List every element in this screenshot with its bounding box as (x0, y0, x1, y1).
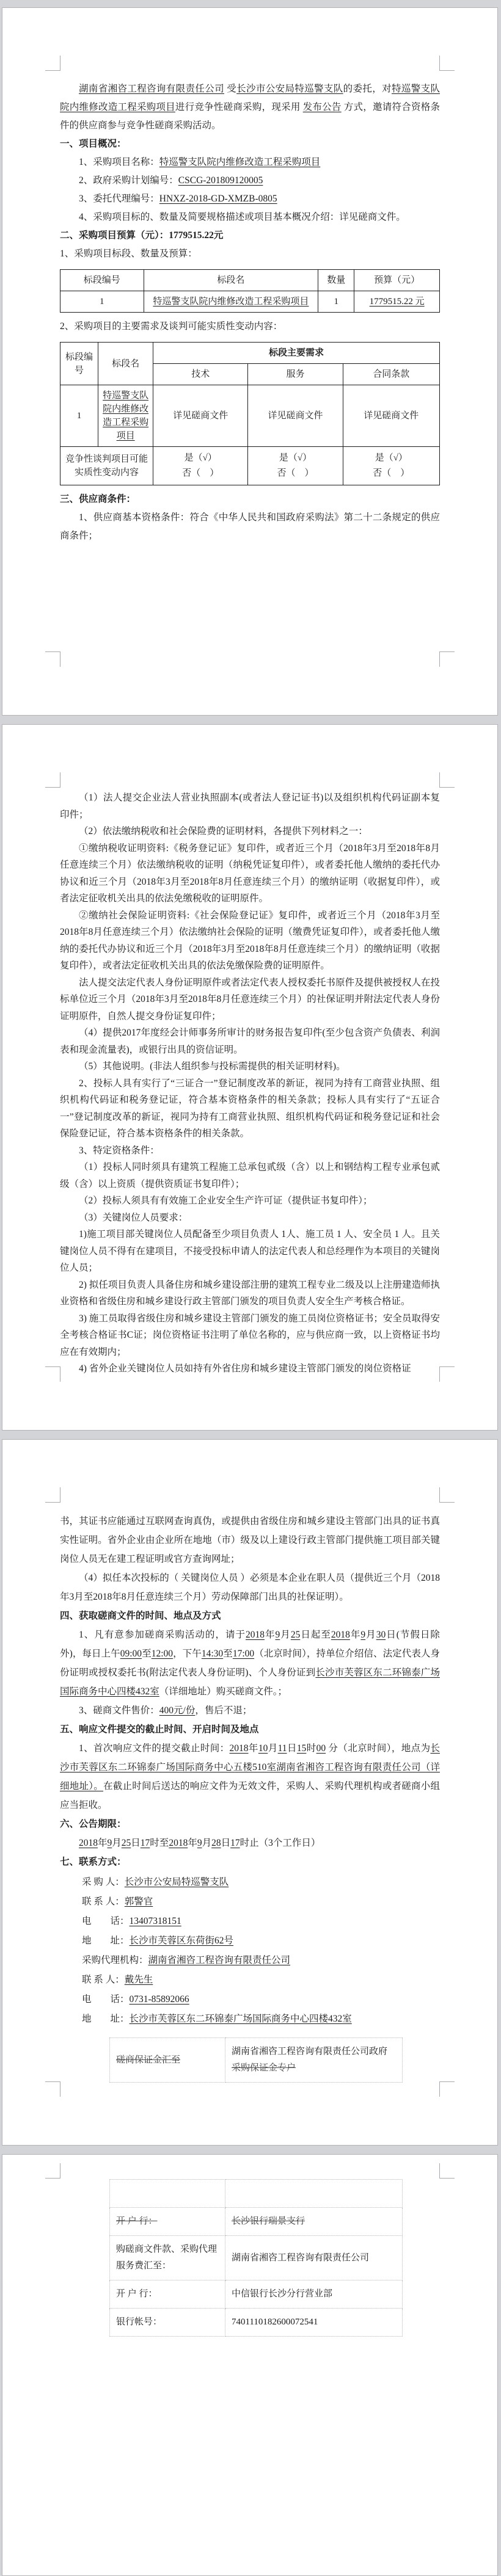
table-row (60, 291, 440, 313)
underlined-text: 长沙市芙蓉区东二环锦泰广场国际商务中心五楼510室湖南省湘咨工程咨询有限责任公司（详细地址）。 (60, 1743, 440, 1791)
paragraph (60, 1360, 440, 1377)
text: 年 (349, 1630, 361, 1640)
margin-mark-icon (439, 2163, 455, 2179)
paragraph (60, 317, 440, 336)
text: 日 (131, 1838, 141, 1848)
text: 时至 (150, 1838, 169, 1848)
bank-value-cell (225, 2280, 403, 2309)
underlined-text: 2018 (169, 1838, 188, 1848)
text: ①缴纳税收证明资料:《税务登记证》复印件，或者近三个月（2018年3月至2018年8月任意连续三个月）依法缴纳税收的证明（纳税凭证复印件），或者委托他人缴纳的委托代办协议和近三个月（2018年3月至2018年8月任意连续三个月）的缴纳证明（收据复印件），或者法定征收机关出具的依法免缴税收的证明原件。 (60, 843, 440, 904)
underlined-text: 28 (211, 1838, 221, 1848)
underlined-text: 2018 (246, 1630, 265, 1640)
underlined-text: 湖南省湘咨工程咨询有限责任公司 (148, 1955, 291, 1965)
text: 湖南省湘咨工程咨询有限责任公司政府 (232, 2047, 388, 2056)
bank-label-cell (110, 2309, 225, 2337)
underlined-text: 09:00 (120, 1649, 142, 1659)
bank-row (110, 2038, 403, 2083)
section-heading (60, 490, 440, 509)
underlined-text: 30 (376, 1630, 386, 1640)
text: 预算（元） (374, 275, 420, 285)
text: 一、项目概况： (60, 139, 126, 149)
text: 2) 拟任项目负责人具备住房和城乡建设部注册的建筑工程专业二级及以上注册建造师执业资格和省级住房和城乡建设行政主管部门颁发的项目负责人安全生产考核合格证。 (60, 1279, 440, 1307)
text: 3、特定资格条件： (79, 1145, 159, 1156)
underlined-text: 特巡警支队院内维修改造工程采购项目 (159, 157, 321, 167)
variation-option (156, 451, 245, 466)
text: 年 (248, 1743, 258, 1754)
bank-value-line (232, 2314, 396, 2331)
bank-row (110, 2309, 403, 2337)
text: 1)施工项目部关键岗位人员配备至少项目负责人 1人、施工员 1 人、安全员 1 人。且关键岗位人员不得有在建项目，不接受投标申请人的法定代表人和总经理作为本项目的关键岗位人员； (60, 1229, 440, 1273)
column-header (144, 270, 318, 291)
text: 标段名 (217, 275, 245, 285)
text: 3) 施工员取得省级住房和城乡建设主管部门颁发的施工员岗位资格证书；安全员取得安全考核合格证书C证；岗位资格证书注明了单位名称的，应与供应商一致，以上资格证书均应在有效期内； (60, 1313, 440, 1357)
variation-option-cell (153, 447, 248, 485)
text: 分（北京时间），地点为 (326, 1743, 431, 1754)
underlined-text: 郭警官 (124, 1896, 153, 1907)
bank-value-line (232, 2185, 396, 2202)
underlined-text: 湖南省湘咨工程咨询有限责任公司 (79, 84, 224, 94)
bank-info-table (109, 2037, 403, 2083)
underlined-text: 长沙市公安局特巡警支队 (124, 1877, 229, 1887)
contact-row (60, 1990, 440, 2009)
bank-value-line (232, 2213, 396, 2230)
text: 磋商保证金汇至 (116, 2055, 181, 2065)
text: 采购代理机构： (82, 1955, 148, 1965)
margin-mark-icon (45, 651, 60, 667)
text: 电 话： (82, 1916, 130, 1926)
text: 1 (100, 297, 104, 307)
contact-row (60, 1970, 440, 1990)
paragraph (60, 153, 440, 172)
paragraph (60, 907, 440, 974)
text: 1、首次响应文件的提交截止时间： (79, 1743, 230, 1754)
underlined-text: 12:00 (151, 1649, 174, 1659)
bank-row (110, 2280, 403, 2309)
text: 1、采购项目名称： (79, 157, 159, 167)
text: 日(节假日除外)，每日上午 (60, 1630, 440, 1659)
contact-row (60, 1931, 440, 1951)
text: （2）依法缴纳税收和社会保险费的证明材料，各提供下列材料之一： (79, 826, 368, 836)
text: 的委托，对 (343, 84, 392, 94)
text: 采 购 人： (82, 1877, 125, 1887)
text: 服务 (286, 369, 305, 379)
underlined-text: 17:00 (232, 1649, 255, 1659)
underlined-text: 9 (197, 1838, 202, 1848)
underlined-text: 1779515.22 元 (369, 297, 425, 307)
text: 2、投标人具有实行了“三证合一”登记制度改革的新证，视同为持有工商营业执照、组织机构代码证和税务登记证，符合基本资格条件的相关条款；投标人具有实行了“五证合一”登记制度改革的新证，视同为持有工商营业执照、组织机构代码证和税务登记证和社会保险登记证，符合基本资格条件的相关条款。 (60, 1078, 440, 1139)
paragraph (60, 1192, 440, 1210)
bank-value-line (232, 2286, 396, 2302)
underlined-text: 特巡警支队院内维修改造工程采购项目 (103, 391, 149, 441)
underlined-text: 25 (121, 1838, 131, 1848)
lot-name-cell (98, 385, 153, 447)
margin-mark-icon (45, 1366, 60, 1382)
column-subheader (343, 364, 439, 385)
text: 六、公告期限： (60, 1819, 126, 1829)
paragraph (60, 1025, 440, 1058)
bank-value-cell (225, 2208, 403, 2236)
margin-mark-icon (45, 1487, 60, 1503)
text: 1、凡有意参加磋商采购活动的，请于 (79, 1630, 246, 1640)
text: 受 (224, 84, 237, 94)
text: 日起至 (300, 1630, 331, 1640)
text: 否（ ） (373, 468, 410, 478)
text: 详见磋商文件 (173, 411, 229, 421)
underlined-text: 长沙市公安局特巡警支队 (236, 84, 343, 94)
text: 月 (268, 1743, 278, 1754)
contacts-block (60, 1873, 440, 2029)
bank-label-cell (110, 2236, 225, 2280)
paragraph (60, 1058, 440, 1075)
needs-table (60, 342, 440, 485)
lot-table (60, 269, 440, 313)
text: 中信银行长沙分行营业部 (232, 2289, 333, 2299)
text: 湖南省湘咨工程咨询有限责任公司 (232, 2252, 370, 2263)
text: （4）拟任本次投标的（ 关键岗位人员 ）必须是本企业在职人员（提供近三个月（2018年3月至2018年8月任意连续三个月）劳动保障部门出具的社保证明）。 (60, 1573, 440, 1602)
text: 1 (76, 411, 82, 421)
bank-value-line (232, 2044, 396, 2060)
paragraph (60, 1512, 440, 1569)
text: ②缴纳社会保险证明资料:《社会保险登记证》复印件，或者近三个月（2018年3月至2018年8月任意连续三个月）依法缴纳社会保险的证明（缴费凭证复印件），或者委托他人缴纳的委托代办协议和近三个月（2018年3月至2018年8月任意连续三个月）的缴纳证明（收据复印件），或者法定征收机关出具的依法免缴保险费的证明原件。 (60, 910, 440, 971)
text: 否（ ） (277, 468, 314, 478)
variation-label-cell (60, 447, 153, 485)
text: 银行帐号： (116, 2317, 163, 2327)
text: （3）关键岗位人员要求： (79, 1212, 188, 1223)
paragraph (60, 172, 440, 190)
text: 数量 (327, 275, 346, 285)
paragraph (60, 1834, 440, 1852)
table-cell (60, 291, 144, 313)
text: 合同条款 (373, 369, 410, 379)
underlined-text: 2018 (229, 1743, 249, 1754)
text: 2、采购项目的主要需求及谈判可能实质性变动内容： (60, 321, 283, 332)
contact-row (60, 1892, 440, 1912)
margin-mark-icon (439, 56, 455, 71)
margin-mark-icon (45, 772, 60, 788)
text: 标段编号 (83, 275, 120, 285)
underlined-text: HNXZ-2018-GD-XMZB-0805 (159, 194, 277, 204)
text: 7401110182600072541 (232, 2317, 318, 2327)
column-subheader (153, 364, 248, 385)
lot-number-cell (60, 385, 98, 447)
text: 三、供应商条件： (60, 494, 136, 504)
margin-mark-icon (439, 651, 455, 667)
text: 时 (306, 1743, 316, 1754)
table-cell (144, 291, 318, 313)
page-1 (2, 7, 498, 716)
paragraph (60, 1625, 440, 1701)
contact-row (60, 1951, 440, 1970)
text: 电 话： (82, 1994, 130, 2005)
text: 技术 (191, 369, 210, 379)
text: 年 (188, 1838, 197, 1848)
text: 是（√） (184, 453, 217, 463)
margin-mark-icon (439, 1366, 455, 1382)
bank-value-cell (225, 2236, 403, 2280)
table-cell (354, 291, 440, 313)
bank-value-cell (225, 2180, 403, 2208)
section-heading (60, 1606, 440, 1625)
underlined-text: 9 (107, 1838, 112, 1848)
section-heading (60, 1852, 440, 1871)
variation-option (346, 451, 437, 466)
underlined-text: 2018 (79, 1838, 98, 1848)
text: 至 (142, 1649, 152, 1659)
text: 时止（3个工作日） (240, 1838, 321, 1848)
margin-mark-icon (45, 2163, 60, 2179)
text: 购磋商文件款、采购代理服务费汇至： (116, 2244, 218, 2271)
variation-option-cell (248, 447, 343, 485)
paragraph (60, 1142, 440, 1159)
text: 年 (265, 1630, 276, 1640)
bank-value-cell (225, 2309, 403, 2337)
underlined-text: 00 (316, 1743, 326, 1754)
column-header (318, 270, 354, 291)
text: 是（√） (375, 453, 408, 463)
text: 3、委托代理编号： (79, 194, 159, 204)
variation-option (346, 466, 437, 481)
bank-row (110, 2180, 403, 2208)
text: 是（√） (279, 453, 312, 463)
text: 在截止时间后送达的响应文件为无效文件，采购人、采购代理机构或者磋商小组应当拒收。 (60, 1781, 440, 1810)
text: 月 (112, 1838, 122, 1848)
table-cell (343, 385, 439, 447)
page-3-content (60, 1512, 440, 2083)
text (232, 2188, 234, 2198)
page-4-content (109, 2179, 403, 2337)
text: （2）投标人须具有有效施工企业安全生产许可证（提供证书复印件）； (79, 1195, 373, 1206)
text: （北京时间），持单位介绍信、法定代表人身份证明或授权委托书(附法定代表人身份证明)、个人身份证到 (60, 1649, 440, 1678)
text: 标段编号 (65, 352, 93, 376)
text: （4）提供2017年度经会计师事务所审计的财务报告复印件(至少包含资产负债表、利润表和现金流量表)，或银行出具的资信证明。 (60, 1028, 440, 1055)
margin-mark-icon (45, 56, 60, 71)
underlined-text: 14:30 (201, 1649, 224, 1659)
underlined-text: 10 (258, 1743, 268, 1754)
text: 书，其证书应能通过互联网查询真伪，或提供由省级住房和城乡建设主管部门出具的证书真实性证明。省外企业由企业所在地地（市）级及以上建设行政主管部门提供施工项目部关键岗位人员无在建工程证明或官方查询网址； (60, 1516, 440, 1564)
table-cell (248, 385, 343, 447)
text: 联 系 人： (82, 1975, 125, 1985)
paragraph (60, 1739, 440, 1815)
section-heading (60, 135, 440, 153)
text: 二、采购项目预算（元）：1779515.22元 (60, 230, 224, 241)
paragraph (60, 509, 440, 545)
text: 开 户 行： (116, 2216, 158, 2226)
underlined-text: 11 (277, 1743, 287, 1754)
underlined-text: 17 (140, 1838, 150, 1848)
column-header (153, 343, 440, 364)
margin-mark-icon (45, 2081, 60, 2097)
underlined-text: 0731-85892066 (129, 1994, 189, 2005)
text: 详见磋商文件 (268, 411, 323, 421)
section-heading (60, 1815, 440, 1834)
bank-info-table (109, 2179, 403, 2337)
text: 进行竞争性磋商采购，现采用 (175, 102, 303, 112)
underlined-text: 9 (275, 1630, 280, 1640)
paragraph (60, 1075, 440, 1142)
text: 1 (334, 297, 338, 307)
text: 采购保证金专户 (232, 2063, 296, 2073)
underlined-text: 9 (360, 1630, 366, 1640)
bank-value-cell (225, 2038, 403, 2083)
bank-label-cell (110, 2280, 225, 2309)
page-2-content (60, 789, 440, 1377)
contact-row (60, 1912, 440, 1931)
page-2 (2, 724, 498, 1431)
text: （1）法人提交企业法人营业执照副本(或者法人登记证书)以及组织机构代码证副本复印件； (60, 793, 440, 820)
underlined-text: 长沙市芙蓉区东二环锦泰广场国际商务中心四楼432室 (129, 2014, 352, 2024)
section-heading (60, 1720, 440, 1739)
text: （5）其他说明。(非法人组织参与投标需提供的相关证明材料)。 (79, 1061, 346, 1072)
table-cell (153, 385, 248, 447)
underlined-text: 400元/份 (159, 1705, 196, 1716)
paragraph (60, 1701, 440, 1720)
bank-row (110, 2208, 403, 2236)
underlined-text: 25 (290, 1630, 301, 1640)
variation-option-cell (343, 447, 439, 485)
text: （1）投标人同时须具有建筑工程施工总承包贰级（含）以上和钢结构工程专业承包贰级（含）以上资质（提供资质证书复印件）； (60, 1162, 440, 1189)
column-header (60, 270, 144, 291)
text: 法人提交法定代表人身份证明原件或者法定代表人授权委托书原件及提供被授权人在投标单位近三个月（2018年3月至2018年8月任意连续三个月）的社保证明并附法定代表人身份证明原件，自然人提交身份证复印件； (60, 977, 440, 1021)
paragraph (60, 1569, 440, 1606)
variation-option (250, 451, 340, 466)
bank-label-cell (110, 2038, 225, 2083)
text: 月 (365, 1630, 376, 1640)
paragraph (60, 974, 440, 1025)
text: 地 址： (82, 1936, 130, 1946)
text: 2、政府采购计划编号： (79, 175, 178, 186)
paragraph (60, 1277, 440, 1310)
text: ，售后不退； (195, 1705, 252, 1716)
paragraph (60, 1310, 440, 1361)
margin-mark-icon (439, 1487, 455, 1503)
table-header-row (60, 270, 440, 291)
paragraph (60, 840, 440, 907)
text: 标段名 (112, 358, 140, 369)
text: ，下午 (173, 1649, 202, 1659)
table-cell (318, 291, 354, 313)
bank-value-line (232, 2060, 396, 2077)
text: 至 (223, 1649, 233, 1659)
text: 日 (221, 1838, 231, 1848)
page-4 (2, 2154, 498, 2576)
bank-row (110, 2236, 403, 2280)
table-header-row (60, 343, 440, 364)
table-row (60, 385, 440, 447)
underlined-text: 戴先生 (124, 1975, 153, 1985)
underlined-text: 15 (296, 1743, 307, 1754)
paragraph (60, 245, 440, 263)
text: 3、磋商文件售价： (79, 1705, 159, 1716)
section-heading (60, 227, 440, 245)
text: 五、响应文件提交的截止时间、开启时间及地点 (60, 1724, 259, 1735)
underlined-text: 17 (230, 1838, 240, 1848)
bank-value-line (232, 2250, 396, 2266)
column-header (354, 270, 440, 291)
text: 长沙银行瑞景支行 (232, 2216, 305, 2226)
page-3 (2, 1439, 498, 2146)
column-header (60, 343, 98, 385)
paragraph (60, 823, 440, 840)
paragraph (60, 789, 440, 823)
paragraph (60, 208, 440, 227)
text (116, 2188, 119, 2198)
underlined-text: 2018 (331, 1630, 350, 1640)
underlined-text: 长沙市芙蓉区东荷街62号 (129, 1936, 234, 1946)
paragraph (60, 1159, 440, 1192)
margin-mark-icon (439, 2081, 455, 2097)
text: 日 (287, 1743, 297, 1754)
text: 4、采购项目标的、数量及简要规格描述或项目基本概况介绍：详见磋商文件。 (79, 212, 406, 222)
variation-option (250, 466, 340, 481)
text: 竞争性谈判项目可能实质性变动内容 (65, 454, 148, 477)
paragraph (60, 190, 440, 208)
column-header (98, 343, 153, 385)
bank-label-cell (110, 2180, 225, 2208)
margin-mark-icon (439, 772, 455, 788)
underlined-text: 13407318151 (129, 1916, 181, 1926)
text: 否（ ） (182, 468, 219, 478)
text: 1、供应商基本资格条件：符合《中华人民共和国政府采购法》第二十二条规定的供应商条件； (60, 512, 440, 541)
underlined-text: 特巡警支队院内维修改造工程采购项目 (60, 84, 440, 112)
text: 月 (202, 1838, 212, 1848)
text: 七、联系方式： (60, 1857, 126, 1867)
underlined-text: 特巡警支队院内维修改造工程采购项目 (153, 297, 309, 307)
text: 详见磋商文件 (364, 411, 419, 421)
variation-option (156, 466, 245, 481)
text: 方式，邀请符合资格条件的供应商参与竞争性磋商采购活动。 (60, 102, 440, 131)
contact-row (60, 1873, 440, 1892)
bank-label-cell (110, 2208, 225, 2236)
text: 月 (280, 1630, 291, 1640)
text: 4) 省外企业关键岗位人员如持有外省住房和城乡建设主管部门颁发的岗位资格证 (79, 1363, 411, 1374)
text: 标段主要需求 (269, 348, 324, 358)
underlined-text: 长沙市芙蓉区东二环锦泰广场国际商务中心四楼432室 (60, 1667, 440, 1697)
contact-row (60, 2009, 440, 2029)
text: （详细地址）购买磋商文件。； (159, 1686, 288, 1697)
text: 年 (98, 1838, 108, 1848)
page-1-content (60, 80, 440, 545)
paragraph (60, 1210, 440, 1227)
column-subheader (248, 364, 343, 385)
text: 联 系 人： (82, 1896, 125, 1907)
paragraph (60, 80, 440, 135)
variation-row (60, 447, 440, 485)
text: 地 址： (82, 2014, 130, 2024)
text: 四、获取磋商文件的时间、地点及方式 (60, 1611, 221, 1621)
underlined-text: 发布公告 (302, 102, 342, 112)
underlined-text: CSCG-201809120005 (178, 175, 263, 186)
text: 开 户 行： (116, 2289, 158, 2299)
text: 1、采购项目标段、数量及预算： (60, 249, 197, 259)
paragraph (60, 1226, 440, 1277)
